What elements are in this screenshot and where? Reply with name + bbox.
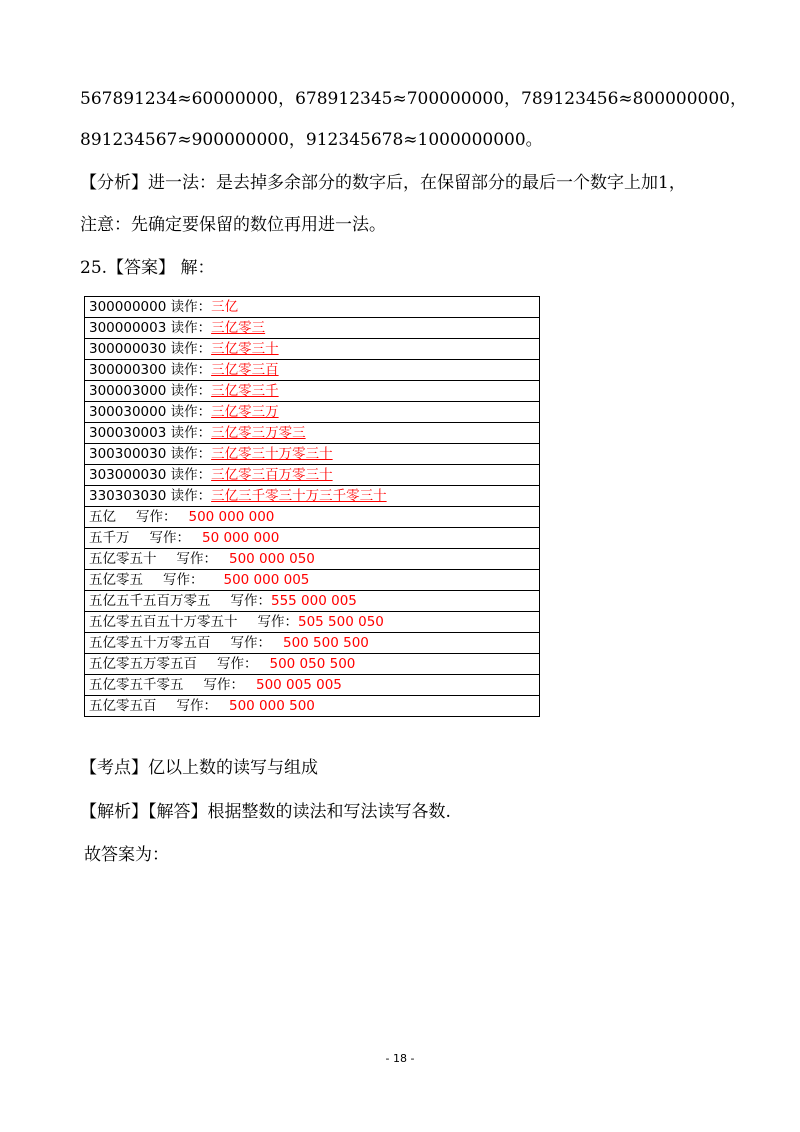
number-words: 五亿五千五百万零五	[89, 593, 211, 609]
number-words: 五亿零五十万零五百	[89, 635, 211, 651]
written-answer: 500 000 500	[229, 698, 315, 714]
answer-table	[84, 296, 540, 717]
number: 330303030	[89, 488, 167, 504]
reading-answer: 三亿零三百万零三十	[211, 467, 333, 483]
number: 300000000	[89, 299, 167, 315]
table-row	[85, 633, 540, 654]
write-label: 写作：	[136, 509, 177, 525]
table-row	[85, 360, 540, 381]
table-row	[85, 549, 540, 570]
number: 300000003	[89, 320, 167, 336]
approximation-line-2: 891234567≈900000000，912345678≈1000000000。	[80, 130, 543, 150]
written-answer: 500 000 050	[229, 551, 315, 567]
reading-answer: 三亿零三十	[211, 341, 279, 357]
number: 300030000	[89, 404, 167, 420]
number-words: 五亿零五百	[89, 698, 157, 714]
number-words: 五亿	[89, 509, 116, 525]
write-label: 写作：	[230, 635, 271, 651]
table-row	[85, 696, 540, 717]
table-row	[85, 381, 540, 402]
note-line: 注意：先确定要保留的数位再用进一法。	[80, 215, 386, 235]
number: 303000030	[89, 467, 167, 483]
analysis-line: 【分析】进一法：是去掉多余部分的数字后，在保留部分的最后一个数字上加1，	[80, 173, 686, 193]
table-row	[85, 318, 540, 339]
table-row	[85, 507, 540, 528]
write-label: 写作：	[257, 614, 298, 630]
reading-answer: 三亿三千零三十万三千零三十	[211, 488, 387, 504]
table-row	[85, 423, 540, 444]
table-row	[85, 339, 540, 360]
reading-answer: 三亿零三万	[211, 404, 279, 420]
table-row	[85, 402, 540, 423]
read-label: 读作：	[170, 467, 212, 483]
read-label: 读作：	[170, 488, 212, 504]
number-words: 五亿零五百五十万零五十	[89, 614, 238, 630]
written-answer: 505 500 050	[298, 614, 384, 630]
number-words: 五亿零五十	[89, 551, 157, 567]
table-row	[85, 528, 540, 549]
read-label: 读作：	[170, 299, 212, 315]
table-row	[85, 297, 540, 318]
number-words: 五千万	[89, 530, 130, 546]
reading-answer: 三亿零三万零三	[211, 425, 306, 441]
answer-heading: 25.【答案】 解：	[80, 258, 215, 278]
written-answer: 500 005 005	[256, 677, 342, 693]
write-label: 写作：	[230, 593, 271, 609]
written-answer: 500 050 500	[269, 656, 356, 672]
table-row	[85, 591, 540, 612]
table-row	[85, 465, 540, 486]
write-label: 写作：	[176, 698, 217, 714]
written-answer: 500 000 000	[188, 509, 275, 525]
number: 300000300	[89, 362, 167, 378]
table-row	[85, 612, 540, 633]
read-label: 读作：	[170, 404, 212, 420]
read-label: 读作：	[170, 320, 212, 336]
table-row	[85, 570, 540, 591]
table-row	[85, 675, 540, 696]
reading-answer: 三亿零三百	[211, 362, 279, 378]
reading-answer: 三亿零三十万零三十	[211, 446, 333, 462]
read-label: 读作：	[170, 446, 212, 462]
topic-line: 【考点】亿以上数的读写与组成	[80, 758, 318, 778]
table-row	[85, 486, 540, 507]
page-number: - 18 -	[385, 1052, 415, 1065]
write-label: 写作：	[176, 551, 217, 567]
write-label: 写作：	[217, 656, 258, 672]
table-row	[85, 654, 540, 675]
number: 300000030	[89, 341, 167, 357]
read-label: 读作：	[170, 362, 212, 378]
written-answer: 555 000 005	[271, 593, 357, 609]
written-answer: 500 000 005	[223, 572, 310, 588]
reading-answer: 三亿	[211, 299, 239, 315]
write-label: 写作：	[163, 572, 204, 588]
number-words: 五亿零五千零五	[89, 677, 184, 693]
read-label: 读作：	[170, 425, 212, 441]
number: 300003000	[89, 383, 167, 399]
written-answer: 500 500 500	[283, 635, 369, 651]
explanation-line: 【解析】【解答】根据整数的读法和写法读写各数.	[80, 802, 451, 822]
number-words: 五亿零五	[89, 572, 143, 588]
reading-answer: 三亿零三千	[211, 383, 279, 399]
approximation-line-1: 567891234≈60000000，678912345≈700000000，789123456≈800000000，	[80, 89, 747, 109]
reading-answer: 三亿零三	[211, 320, 266, 336]
number-words: 五亿零五万零五百	[89, 656, 197, 672]
read-label: 读作：	[170, 383, 212, 399]
table-row	[85, 444, 540, 465]
read-label: 读作：	[170, 341, 212, 357]
number: 300030003	[89, 425, 167, 441]
write-label: 写作：	[203, 677, 244, 693]
number: 300300030	[89, 446, 167, 462]
write-label: 写作：	[149, 530, 190, 546]
written-answer: 50 000 000	[202, 530, 280, 546]
conclusion-line: 故答案为：	[84, 845, 169, 865]
